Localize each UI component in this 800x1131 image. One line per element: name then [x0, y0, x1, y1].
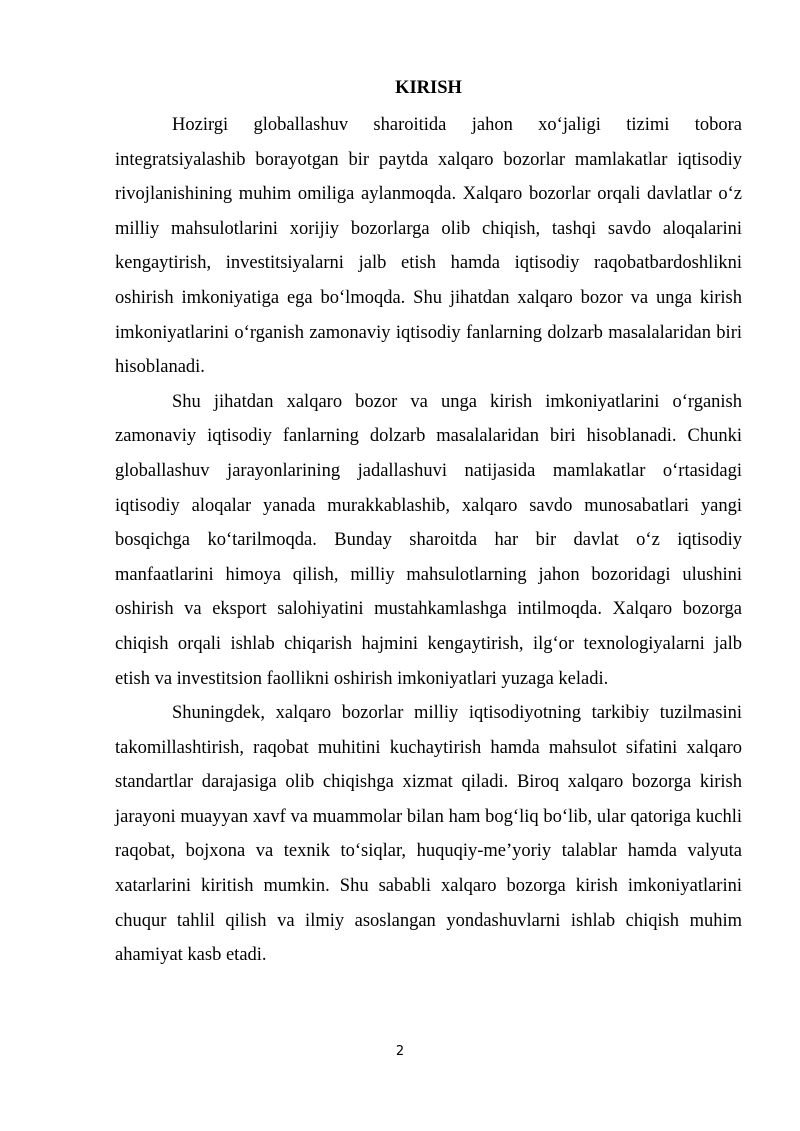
- page-number: 2: [395, 1044, 405, 1059]
- paragraph-1: Hozirgi globallashuv sharoitida jahon xo‘jaligi tizimi tobora integratsiyalashib borayotgan bir paytda xalqaro bozorlar mamlakatlar iqtisodiy rivojlanishining muhim omiliga aylanmoqda. Xalqaro bozorlar orqali davlatlar o‘z milliy mahsulotlarini xorijiy bozorlarga olib chiqish, tashqi savdo aloqalarini kengaytirish, investitsiyalarni jalb etish hamda iqtisodiy raqobatbardoshlikni oshirish imkoniyatiga ega bo‘lmoqda. Shu jihatdan xalqaro bozor va unga kirish imkoniyatlarini o‘rganish zamonaviy iqtisodiy fanlarning dolzarb masalalaridan biri hisoblanadi.: [115, 115, 742, 378]
- paragraph-3: Shuningdek, xalqaro bozorlar milliy iqtisodiyotning tarkibiy tuzilmasini takomillashtirish, raqobat muhitini kuchaytirish hamda mahsulot sifatini xalqaro standartlar darajasiga olib chiqishga xizmat qiladi. Biroq xalqaro bozorga kirish jarayoni muayyan xavf va muammolar bilan ham bog‘liq bo‘lib, ular qatoriga kuchli raqobat, bojxona va texnik to‘siqlar, huquqiy-me’yoriy talablar hamda valyuta xatarlarini kiritish mumkin. Shu sababli xalqaro bozorga kirish imkoniyatlarini chuqur tahlil qilish va ilmiy asoslangan yondashuvlarni ishlab chiqish muhim ahamiyat kasb etadi.: [115, 703, 742, 966]
- page-content: [115, 74, 742, 973]
- paragraph-2: Shu jihatdan xalqaro bozor va unga kirish imkoniyatlarini o‘rganish zamonaviy iqtisodiy fanlarning dolzarb masalalaridan biri hisoblanadi. Chunki globallashuv jarayonlarining jadallashuvi natijasida mamlakatlar o‘rtasidagi iqtisodiy aloqalar yanada murakkablashib, xalqaro savdo munosabatlari yangi bosqichga ko‘tarilmoqda. Bunday sharoitda har bir davlat o‘z iqtisodiy manfaatlarini himoya qilish, milliy mahsulotlarning jahon bozoridagi ulushini oshirish va eksport salohiyatini mustahkamlashga intilmoqda. Xalqaro bozorga chiqish orqali ishlab chiqarish hajmini kengaytirish, ilg‘or texnologiyalarni jalb etish va investitsion faollikni oshirish imkoniyatlari yuzaga keladi.: [115, 391, 742, 689]
- section-heading: KIRISH: [395, 78, 462, 98]
